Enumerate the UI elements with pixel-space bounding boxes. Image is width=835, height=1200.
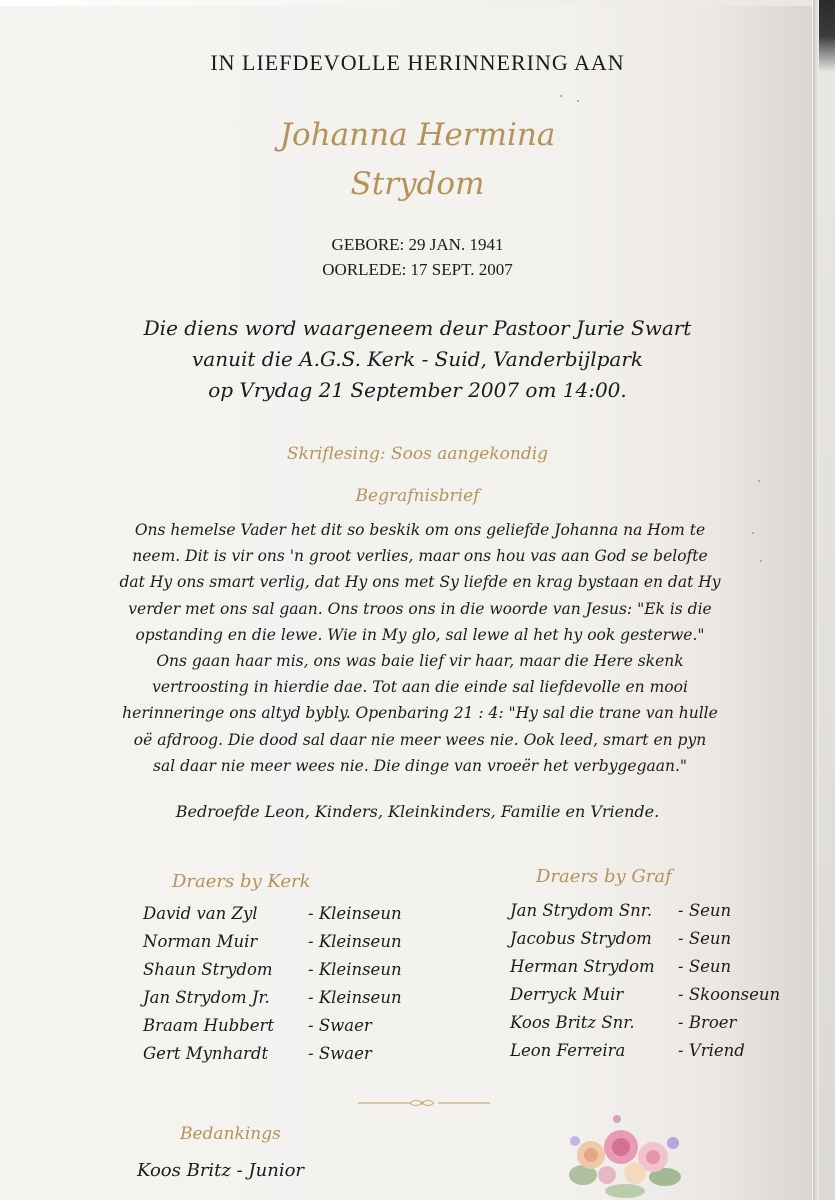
bearer-name: David van Zyl bbox=[143, 904, 258, 923]
thanks-title: Bedankings bbox=[180, 1124, 281, 1144]
bearer-name: Gert Mynhardt bbox=[143, 1044, 269, 1063]
letter-line: oë afdroog. Die dood sal daar nie meer wees nie. Ook leed, smart en pyn bbox=[133, 730, 707, 749]
bearer-role: - Seun bbox=[678, 957, 732, 976]
bearer-role: - Kleinseun bbox=[308, 960, 402, 979]
letter-line: sal daar nie meer wees nie. Die dinge van vroeër het verbygegaan." bbox=[152, 756, 688, 775]
bearer-role: - Vriend bbox=[678, 1041, 745, 1060]
life-dates bbox=[0, 232, 835, 282]
service-line-3: op Vrydag 21 September 2007 om 14:00. bbox=[208, 378, 627, 402]
bearer-role: - Swaer bbox=[308, 1016, 372, 1035]
bearer-name: Jan Strydom Snr. bbox=[510, 901, 653, 920]
bearer-role: - Skoonseun bbox=[678, 985, 781, 1004]
bearer-role: - Seun bbox=[678, 901, 732, 920]
letter-line: Ons hemelse Vader het dit so beskik om ons geliefde Johanna na Hom te bbox=[134, 521, 706, 539]
service-details bbox=[0, 313, 835, 406]
bearer-name: Leon Ferreira bbox=[510, 1041, 626, 1060]
paper-speck bbox=[760, 560, 762, 562]
letter-line: herinneringe ons altyd bybly. Openbaring 21 : 4: "Hy sal die trane van hulle bbox=[122, 704, 718, 723]
bearer-role: - Kleinseun bbox=[308, 932, 402, 951]
letter-line: verder met ons sal gaan. Ons troos ons in die woorde van Jesus: "Ek is die bbox=[128, 599, 712, 618]
rose-bouquet-icon bbox=[555, 1105, 695, 1200]
bearer-name: Jan Strydom Jr. bbox=[143, 988, 270, 1007]
bearer-name: Shaun Strydom bbox=[143, 960, 273, 979]
bearer-role: - Seun bbox=[678, 929, 732, 948]
church-bearers-title: Draers by Kerk bbox=[172, 871, 311, 892]
paper-speck bbox=[752, 532, 754, 534]
service-line-1: Die diens word waargeneem deur Pastoor Jurie Swart bbox=[143, 316, 692, 340]
deceased-name-first: Johanna Hermina bbox=[279, 117, 556, 153]
letter-title: Begrafnisbrief bbox=[355, 486, 480, 506]
thanks-text: Koos Britz - Junior bbox=[137, 1160, 305, 1181]
letter-line: neem. Dit is vir ons 'n groot verlies, maar ons hou vas aan God se belofte bbox=[132, 547, 708, 566]
scripture-reading: Skriflesing: Soos aangekondig bbox=[286, 444, 549, 464]
bearer-name: Koos Britz Snr. bbox=[510, 1013, 635, 1032]
letter-line: vertroosting in hierdie dae. Tot aan die einde sal liefdevolle en mooi bbox=[152, 678, 688, 697]
bearer-name: Braam Hubbert bbox=[143, 1016, 275, 1035]
bearer-role: - Kleinseun bbox=[308, 904, 402, 923]
grave-bearers-title: Draers by Graf bbox=[536, 866, 672, 887]
paper-speck bbox=[560, 95, 562, 97]
ornamental-divider-icon bbox=[358, 1098, 490, 1108]
service-line-2: vanuit die A.G.S. Kerk - Suid, Vanderbijlpark bbox=[192, 347, 643, 371]
bearer-role: - Kleinseun bbox=[308, 988, 402, 1007]
memorial-heading: IN LIEFDEVOLLE HERINNERING AAN bbox=[210, 50, 625, 75]
bearer-name: Derryck Muir bbox=[510, 985, 624, 1004]
bearer-name: Jacobus Strydom bbox=[510, 929, 652, 948]
mourners-line: Bedroefde Leon, Kinders, Kleinkinders, Familie en Vriende. bbox=[175, 802, 660, 821]
bearer-name: Herman Strydom bbox=[510, 957, 655, 976]
letter-line: opstanding en die lewe. Wie in My glo, sal lewe al het hy ook gesterwe." bbox=[135, 625, 705, 644]
letter-line: Ons gaan haar mis, ons was baie lief vir haar, maar die Here skenk bbox=[156, 652, 684, 671]
page-top-edge bbox=[0, 0, 812, 6]
bearer-name: Norman Muir bbox=[143, 932, 258, 951]
letter-line: dat Hy ons smart verlig, dat Hy ons met Sy liefde en krag bystaan en dat Hy bbox=[119, 573, 721, 592]
bearer-role: - Swaer bbox=[308, 1044, 372, 1063]
bearer-role: - Broer bbox=[678, 1013, 737, 1032]
birth-date: GEBORE: 29 JAN. 1941 bbox=[331, 235, 504, 254]
death-date: OORLEDE: 17 SEPT. 2007 bbox=[322, 260, 513, 279]
funeral-letter bbox=[110, 517, 730, 779]
paper-speck bbox=[577, 100, 579, 102]
deceased-name-last: Strydom bbox=[350, 166, 485, 202]
paper-speck bbox=[758, 480, 760, 482]
